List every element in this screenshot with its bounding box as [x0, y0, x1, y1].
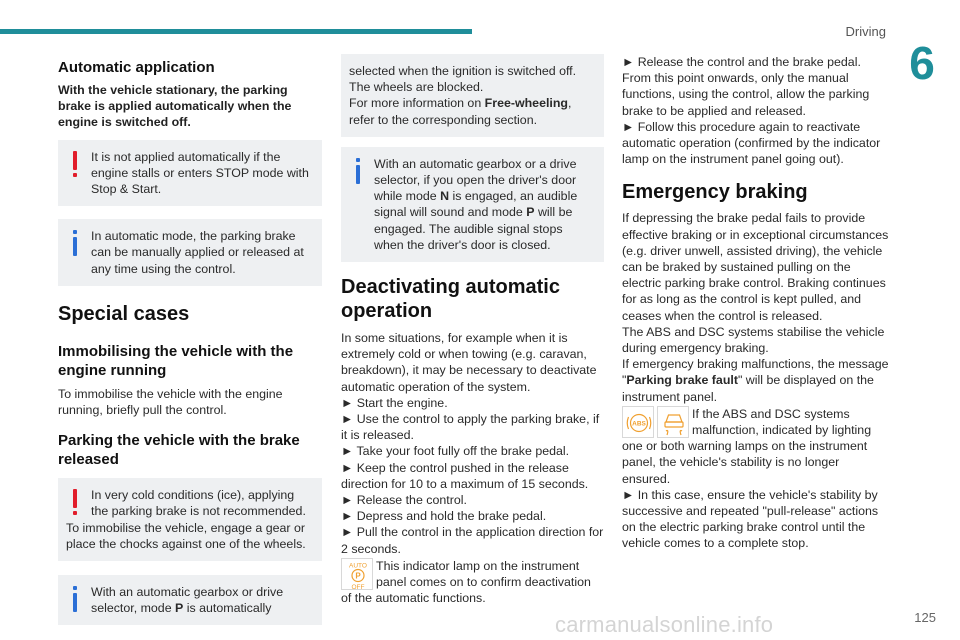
- reactivate-step: ► Follow this procedure again to reactivate automatic operation (confirmed by the indicator lamp on the instrument panel going out).: [622, 119, 881, 167]
- deactivating-step: ► Start the engine.: [341, 395, 448, 410]
- deactivating-step: ► Release the control.: [341, 493, 467, 508]
- deactivating-step: ► Pull the control in the application direction for 2 seconds.: [341, 525, 604, 556]
- abs-lamps-paragraph: [622, 406, 890, 487]
- auto-application-heading: Automatic application: [58, 59, 215, 76]
- column-1: [58, 54, 322, 625]
- info-text: selected when the ignition is switched off. The wheels are blocked.: [349, 64, 577, 95]
- section-title: Driving: [845, 24, 886, 39]
- info-text: In automatic mode, the parking brake can be manually applied or released at any time using the control.: [91, 229, 304, 276]
- svg-text:AUTO: AUTO: [349, 562, 367, 570]
- info-icon: [351, 158, 365, 184]
- header-accent-bar: [0, 29, 472, 34]
- svg-text:P: P: [355, 571, 361, 581]
- fault-message-text: If emergency braking malfunctions, the message "Parking brake fault" will be displayed on the instrument panel.: [622, 357, 889, 404]
- info-box-manual: [58, 219, 322, 286]
- info-box-continued: [341, 54, 604, 137]
- stability-step: ► In this case, ensure the vehicle's stability by successive and repeated "pull-release" actions on the electric parking brake control until the vehicle comes to a complete stop.: [622, 487, 879, 551]
- info-icon: [68, 586, 82, 612]
- column-2: [341, 54, 604, 606]
- info-text: With an automatic gearbox or a drive selector, if you open the driver's door while mode N is engaged, an audible signal will sound and mode P will be engaged. The audible signal stops when the driver's door is closed.: [374, 156, 578, 252]
- auto-p-off-icon: [341, 558, 373, 590]
- abs-warning-icon: [622, 406, 654, 438]
- column-3: [622, 54, 890, 552]
- info-text-freewheel: For more information on Free-wheeling, refer to the corresponding section.: [349, 96, 572, 127]
- emergency-braking-heading: Emergency braking: [622, 181, 808, 204]
- immobilising-heading: Immobilising the vehicle with the engine running: [58, 342, 294, 379]
- deactivating-step: ► Take your foot fully off the brake pedal.: [341, 444, 570, 459]
- info-icon: [68, 230, 82, 256]
- deactivating-step: ► Depress and hold the brake pedal.: [341, 509, 547, 524]
- auto-application-lead: With the vehicle stationary, the parking brake is applied automatically when the engine is switched off.: [58, 83, 292, 130]
- warning-lamps: [622, 406, 689, 438]
- warning-box-cold: [58, 478, 322, 561]
- chapter-number: 6: [909, 37, 935, 89]
- warning-text: It is not applied automatically if the engine stalls or enters STOP mode with Stop & Start.: [91, 149, 309, 197]
- special-cases-heading: Special cases: [58, 302, 190, 325]
- lamp-paragraph: [341, 558, 604, 607]
- parking-released-heading: Parking the vehicle with the brake released: [58, 432, 300, 469]
- info-text: With an automatic gearbox or drive selector, mode P is automatically: [91, 585, 284, 616]
- info-box-gearbox: [58, 575, 322, 625]
- deactivating-step: ► Use the control to apply the parking brake, if it is released.: [341, 412, 600, 443]
- lamp-text: This indicator lamp on the instrument panel comes on to confirm deactivation of the automatic functions.: [341, 558, 591, 606]
- dsc-warning-icon: [657, 406, 689, 438]
- warning-text-continued: To immobilise the vehicle, engage a gear or place the chocks against one of the wheels.: [66, 520, 306, 551]
- info-box-door: [341, 147, 604, 262]
- deactivating-step: ► Keep the control pushed in the release direction for 10 to a maximum of 15 seconds.: [341, 460, 589, 491]
- svg-text:ABS: ABS: [632, 420, 646, 428]
- svg-text:OFF: OFF: [351, 583, 365, 591]
- release-step: ► Release the control and the brake pedal.: [622, 55, 861, 69]
- abs-text: If the ABS and DSC systems malfunction, indicated by lighting one or both warning lamps on the instrument panel, the vehicle's stability is no longer ensured.: [622, 406, 872, 486]
- warning-icon: [68, 151, 82, 177]
- deactivating-intro: In some situations, for example when it is extremely cold or when towing (e.g. caravan, breakdown), it may be necessary to deactivate automatic operation of the system.: [341, 331, 597, 394]
- page-number: 125: [914, 610, 936, 625]
- warning-icon: [68, 489, 82, 515]
- deactivating-heading: Deactivating automatic operation: [341, 276, 560, 323]
- emergency-text: If depressing the brake pedal fails to provide effective braking or in exceptional circumstances (e.g. driver unwell, assisted driving), the vehicle can be braked by sustained pulling on the electric parking brake control. Braking continues for as long as the control is kept pulled, and ceases when the control is released.: [622, 211, 889, 323]
- watermark: carmanualsonline.info: [555, 612, 774, 637]
- immobilising-text: To immobilise the vehicle with the engine running, briefly pull the control.: [58, 386, 283, 418]
- warning-box-stall: [58, 140, 322, 207]
- manual-functions-text: From this point onwards, only the manual functions, using the control, allow the parking brake to be applied and released.: [622, 71, 870, 118]
- warning-text: In very cold conditions (ice), applying the parking brake is not recommended.: [91, 488, 306, 519]
- abs-dsc-text: The ABS and DSC systems stabilise the vehicle during emergency braking.: [622, 324, 885, 356]
